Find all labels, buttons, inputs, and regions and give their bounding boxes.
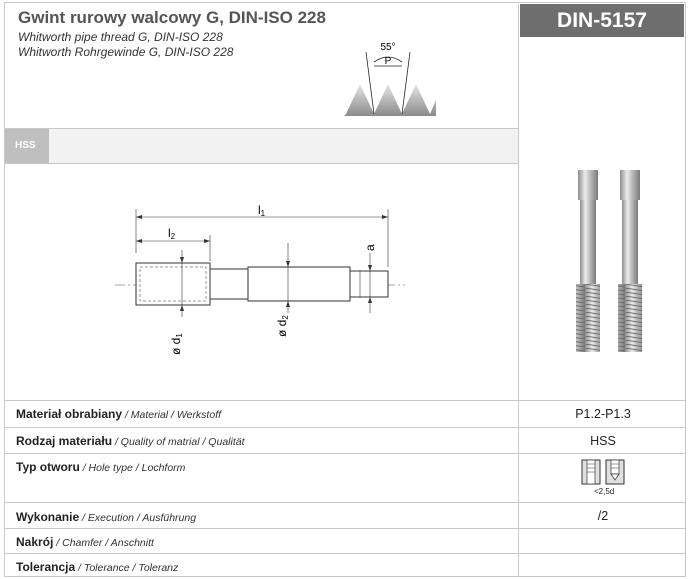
spec-row-material xyxy=(4,400,686,427)
spec-label-translation: / Chamfer / Anschnitt xyxy=(53,537,154,549)
tap-thread-section xyxy=(136,263,210,305)
spec-label-translation: / Hole type / Lochform xyxy=(79,462,186,474)
l2-arrow-right xyxy=(204,239,210,243)
a-label: a xyxy=(363,244,377,251)
subtitle-english: Whitworth pipe thread G, DIN-ISO 228 xyxy=(18,30,223,44)
a-arrow-top xyxy=(368,265,372,271)
d2-arrow-bottom xyxy=(286,301,290,307)
pitch-label: P xyxy=(384,56,392,67)
spec-value: P1.2-P1.3 xyxy=(575,407,631,421)
tab-strip xyxy=(49,129,518,163)
l2-label: l2 xyxy=(168,226,176,241)
spec-value: HSS xyxy=(590,434,616,448)
l2-arrow-left xyxy=(136,239,142,243)
spec-label: Tolerancja xyxy=(16,560,76,574)
tab-divider xyxy=(4,163,518,164)
spec-label-translation: / Quality of matrial / Qualität xyxy=(112,436,245,448)
tap-shank xyxy=(248,267,350,301)
spec-value: /2 xyxy=(597,509,609,523)
spec-row-hole-type xyxy=(4,453,686,502)
tap-right-image xyxy=(618,170,642,352)
tap-product-photo xyxy=(565,168,655,356)
spec-label-translation: / Material / Werkstoff xyxy=(122,409,222,421)
a-arrow-bottom xyxy=(368,297,372,303)
thread-teeth-shape xyxy=(344,84,436,116)
tap-left-image xyxy=(576,170,600,352)
spec-label: Wykonanie xyxy=(16,510,80,524)
product-title: Gwint rurowy walcowy G, DIN-ISO 228 xyxy=(18,8,326,27)
spec-label: Typ otworu xyxy=(16,460,80,474)
l1-arrow-right xyxy=(382,215,388,219)
spec-row-quality xyxy=(4,427,686,453)
spec-row-chamfer xyxy=(4,528,686,553)
thread-angle-label: 55° xyxy=(380,42,396,53)
spec-label: Materiał obrabiany xyxy=(16,407,123,421)
spec-row-execution xyxy=(4,502,686,528)
spec-label-translation: / Execution / Ausführung xyxy=(79,512,197,524)
d1-arrow-top xyxy=(180,257,184,263)
tap-square-end xyxy=(350,271,388,297)
spec-label: Rodzaj materiału xyxy=(16,434,113,448)
d2-arrow-top xyxy=(286,261,290,267)
l1-label: l1 xyxy=(258,203,266,218)
l1-arrow-left xyxy=(136,215,142,219)
spec-row-tolerance xyxy=(4,553,686,577)
d1-arrow-bottom xyxy=(180,305,184,311)
thread-profile-diagram xyxy=(340,38,440,116)
tap-neck xyxy=(210,269,248,299)
hole-depth-note: <2,5d xyxy=(594,487,615,496)
subtitle-german: Whitworth Rohrgewinde G, DIN-ISO 228 xyxy=(18,45,234,59)
spec-label: Nakrój xyxy=(16,535,54,549)
spec-label-translation: / Tolerance / Toleranz xyxy=(75,562,179,574)
material-tab[interactable]: HSS xyxy=(5,129,49,163)
d2-label: ø d2 xyxy=(275,315,290,337)
standard-badge: DIN-5157 xyxy=(520,4,684,37)
tap-dimension-drawing xyxy=(110,195,410,375)
d1-label: ø d1 xyxy=(169,333,184,355)
hole-type-icon xyxy=(581,459,625,485)
